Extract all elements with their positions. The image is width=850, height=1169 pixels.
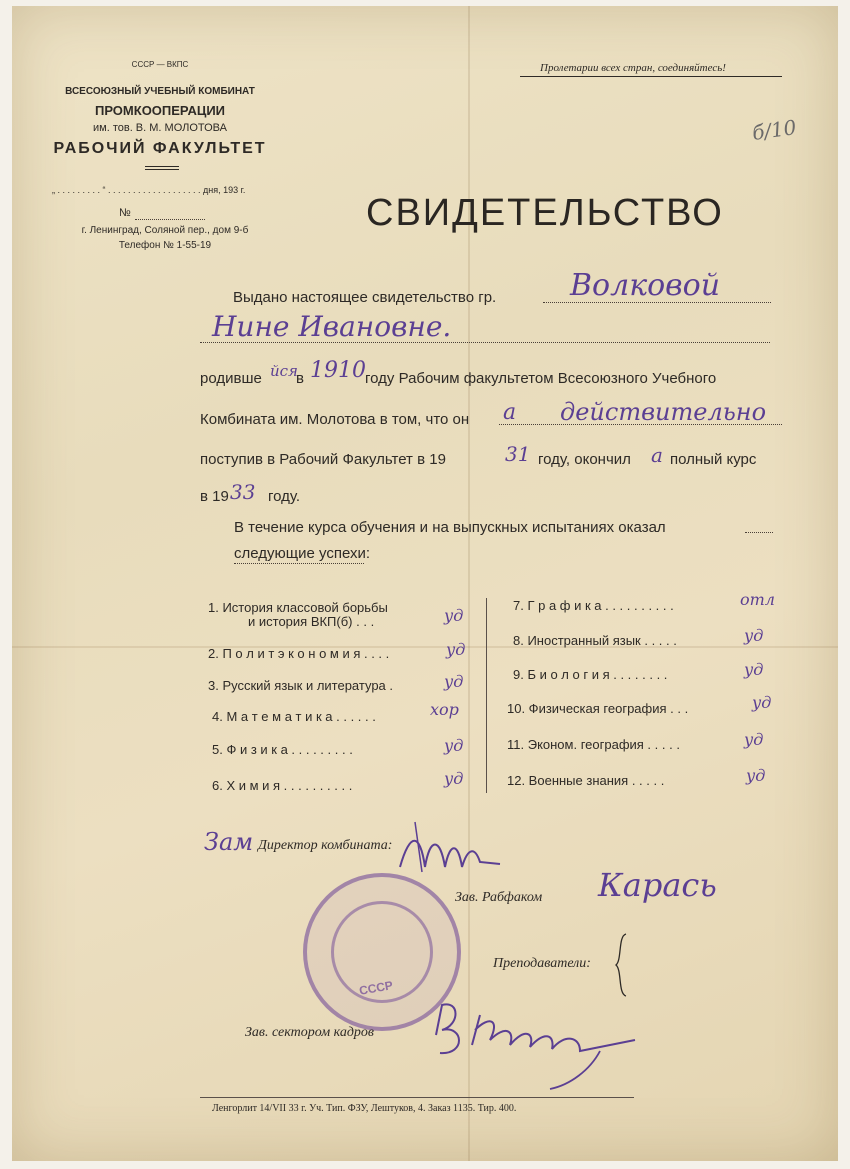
subject-history-line2: и история ВКП(б) . . . (248, 614, 375, 629)
course-line: В течение курса обучения и на выпускных испытаниях оказал (234, 519, 666, 536)
rabfak-head-label: Зав. Рабфаком (455, 890, 543, 905)
document-title: СВИДЕТЕЛЬСТВО (366, 192, 724, 234)
grade-chemistry: уд (444, 769, 464, 788)
header-rule (145, 166, 179, 170)
footer-rule (200, 1097, 634, 1098)
header-number-label: № (119, 207, 131, 219)
issued-text: Выдано настоящее свидетельство гр. (233, 289, 497, 306)
subject-russian: 3. Русский язык и литература . (208, 678, 394, 693)
header-address: г. Ленинград, Соляной пер., дом 9-б (81, 225, 249, 236)
birth-year-handwritten: 1910 (310, 358, 366, 383)
body-line3: Комбината им. Молотова в том, что он (200, 411, 470, 428)
footer-imprint: Ленгорлит 14/VII 33 г. Уч. Тип. ФЗУ, Лештуков, 4. Заказ 1135. Тир. 400. (212, 1103, 517, 1114)
motto: Пролетарии всех стран, соединяйтесь! (540, 62, 726, 74)
born-in: в (296, 370, 304, 387)
body-line4c: полный курс (670, 451, 757, 468)
subject-foreign-language: 8. Иностранный язык . . . . . (513, 633, 677, 648)
subject-military: 12. Военные знания . . . . . (507, 773, 665, 788)
name-handwritten: Нине Ивановне. (212, 310, 452, 343)
grade-foreign-language: уд (744, 626, 764, 645)
subjects-divider (486, 598, 487, 793)
header-date-line: „ . . . . . . . . . “ . . . . . . . . . . . . . . . . . . . дня, 193 г. (52, 185, 246, 195)
successes-label: следующие успехи: (234, 545, 371, 562)
subject-biology: 9. Б и о л о г и я . . . . . . . . (513, 667, 668, 682)
subject-history: 1. История классовой борьбы (208, 600, 388, 615)
born-suffix-handwritten: йся (270, 362, 298, 380)
line3-hand2: действительно (560, 398, 767, 426)
grade-military: уд (746, 766, 766, 785)
grade-biology: уд (744, 660, 764, 679)
line3-hand1: а (503, 400, 517, 425)
body-line5a: в 19 (200, 488, 229, 505)
body-line4b: году, окончил (538, 451, 631, 468)
line4-hand: а (651, 443, 663, 467)
header-molotov: им. тов. В. М. МОЛОТОВА (93, 122, 227, 134)
header-rabfak: РАБОЧИЙ ФАКУЛЬТЕТ (53, 140, 267, 157)
subject-economic-geography: 11. Эконом. география . . . . . (507, 737, 680, 752)
deputy-prefix-handwritten: Зам (204, 828, 254, 856)
header-ussr: СССР — ВКПС (131, 60, 189, 69)
grade-drawing: отл (740, 590, 775, 609)
course-dots (745, 532, 773, 533)
rabfak-head-signature: Карась (598, 866, 717, 904)
graduation-year-handwritten: 33 (230, 480, 256, 504)
corner-note: б/10 (750, 115, 798, 145)
teachers-label: Преподаватели: (493, 956, 591, 971)
grade-history: уд (444, 606, 464, 625)
surname-handwritten: Волковой (570, 268, 721, 303)
grade-russian: уд (444, 672, 464, 691)
motto-rule (520, 76, 782, 77)
admission-year-handwritten: 31 (505, 442, 531, 466)
header-phone: Телефон № 1-55-19 (118, 240, 212, 251)
body-line4a: поступив в Рабочий Факультет в 19 (200, 451, 446, 468)
subject-political-economy: 2. П о л и т э к о н о м и я . . . . (208, 646, 390, 661)
grade-political-economy: уд (446, 640, 466, 659)
personnel-head-label: Зав. сектором кадров (245, 1025, 374, 1040)
body-line5b: году. (268, 488, 301, 505)
personnel-head-signature (430, 985, 650, 1095)
header-combine: ВСЕСОЮЗНЫЙ УЧЕБНЫЙ КОМБИНАТ (65, 86, 255, 97)
subject-physical-geography: 10. Физическая география . . . (507, 701, 689, 716)
successes-dots (234, 563, 364, 564)
born-rest: году Рабочим факультетом Всесоюзного Учебного (365, 370, 717, 387)
grade-physics: уд (444, 736, 464, 755)
fold-line-horizontal (12, 646, 838, 648)
subject-drawing: 7. Г р а ф и к а . . . . . . . . . . (513, 598, 674, 613)
stamp-text: СССР (358, 978, 394, 998)
born-prefix: родивше (200, 370, 262, 387)
header-number-dots (135, 219, 205, 220)
subject-mathematics: 4. М а т е м а т и к а . . . . . . (212, 709, 376, 724)
subject-physics: 5. Ф и з и к а . . . . . . . . . (212, 742, 353, 757)
director-label: Директор комбината: (258, 838, 393, 853)
grade-physical-geography: уд (752, 693, 772, 712)
header-promkoop: ПРОМКООПЕРАЦИИ (94, 103, 226, 118)
grade-mathematics: хор (430, 700, 459, 719)
subject-chemistry: 6. Х и м и я . . . . . . . . . . (212, 778, 353, 793)
director-signature (390, 812, 510, 882)
grade-economic-geography: уд (744, 730, 764, 749)
